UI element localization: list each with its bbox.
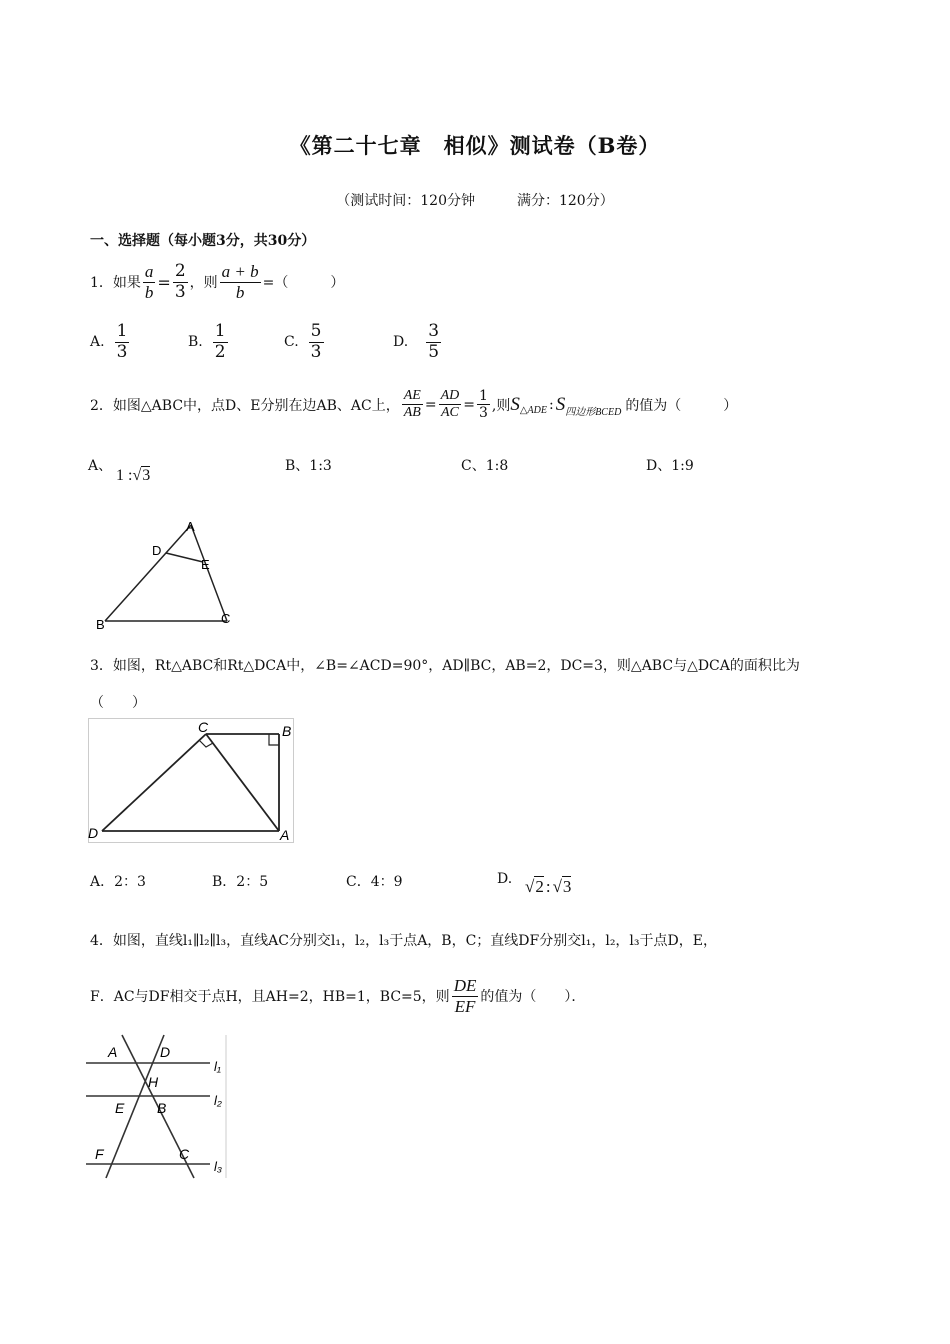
q1-option-d: D. $\frac{3}{5}$ <box>393 321 440 362</box>
vertex-label-a: A <box>186 519 195 534</box>
q2-fraction-ad-ac: $\frac{AD}{AC}$ <box>440 388 460 421</box>
vertex-label-b: B <box>96 617 105 632</box>
subscript-bced: 四边形BCED <box>565 407 622 419</box>
q3-option-a: A．2：3 <box>90 874 146 890</box>
q2-mid: ,则 <box>491 397 511 414</box>
triangle-abc-figure <box>90 515 250 635</box>
q3-option-c: C．4：9 <box>346 874 403 890</box>
q4-fraction-de-ef: $\frac{DE}{EF}$ <box>453 976 477 1016</box>
equals-sign: = <box>463 396 475 413</box>
vertex-label-c: C <box>198 719 209 735</box>
q1-option-c: C. $\frac{5}{3}$ <box>284 321 322 362</box>
q1-fraction-a-b: $\frac{a}{b}$ <box>144 262 154 302</box>
q4-text-line-1: 4．如图，直线l₁∥l₂∥l₃，直线AC分别交l₁，l₂，l₃于点A，B，C；直线DF分别交l₁，l₂，l₃于点D，E， <box>90 933 717 949</box>
q3-text-line-1: 3．如图，Rt△ABC和Rt△DCA中，∠B=∠ACD=90°，AD∥BC，AB=2，DC=3，则△ABC与△DCA的面积比为 <box>90 658 800 674</box>
point-label-a: A <box>108 1044 118 1060</box>
q4-text-line-2: F．AC与DF相交于点H，且AH=2，HB=1，BC=5，则 $\frac{DE}{EF}$ 的值为（ ）． <box>90 976 586 1016</box>
subscript-ade: △ADE <box>519 405 547 417</box>
q2-option-c: C、1:8 <box>461 458 509 474</box>
parallel-lines-figure <box>86 1035 236 1180</box>
area-symbol: S <box>510 393 520 415</box>
question-1 <box>90 262 344 302</box>
ratio-colon: : <box>548 396 554 413</box>
line-label-l2: l₂ <box>214 1093 222 1108</box>
q2-fraction-1-3: $\frac{1}{3}$ <box>478 388 488 422</box>
right-triangles-figure <box>88 718 298 844</box>
vertex-label-b: B <box>282 723 292 739</box>
q1-answer-blank: =（ ） <box>262 275 345 292</box>
equals-sign: = <box>157 272 171 292</box>
line-label-l1: l₁ <box>214 1059 221 1074</box>
q2-option-d: D、1:9 <box>646 458 694 474</box>
q1-fraction-2-3: $\frac{2}{3}$ <box>174 261 186 302</box>
q1-option-b: B. $\frac{1}{2}$ <box>188 321 226 362</box>
q2-option-a: A、 1 :√3 <box>88 458 151 484</box>
q2-prefix: 2．如图△ABC中，点D、E分别在边AB、AC上， <box>90 397 400 414</box>
q1-mid: ，则 <box>189 275 218 292</box>
q2-answer-blank: 的值为（ ） <box>625 397 738 414</box>
vertex-label-d: D <box>88 825 99 841</box>
page-title: 《第二十七章 相似》测试卷（B卷） <box>289 133 661 158</box>
q3-option-d: D. √2 : √3 <box>497 871 572 896</box>
q1-prefix: 1．如果 <box>90 275 141 292</box>
point-label-f: F <box>95 1146 104 1162</box>
vertex-label-e: E <box>201 557 210 572</box>
point-label-b: B <box>157 1100 167 1116</box>
question-2 <box>90 388 737 421</box>
area-symbol: S <box>555 393 566 415</box>
point-label-h: H <box>148 1074 159 1090</box>
test-info: （测试时间：120分钟 满分：120分） <box>336 193 614 209</box>
section-heading: 一、选择题（每小题3分，共30分） <box>90 233 316 249</box>
equals-sign: = <box>424 396 437 413</box>
point-label-d: D <box>160 1044 171 1060</box>
q1-fraction-apb-b: $\frac{a + b}{b}$ <box>221 262 259 302</box>
q2-option-b: B、1:3 <box>285 458 332 474</box>
q1-option-a: A. $\frac{1}{3}$ <box>90 321 128 362</box>
q3-answer-blank: （ ） <box>90 695 146 711</box>
q3-option-b: B．2：5 <box>212 874 269 890</box>
vertex-label-d: D <box>152 543 162 558</box>
point-label-c: C <box>179 1146 190 1162</box>
vertex-label-c: C <box>221 611 231 626</box>
vertex-label-a: A <box>280 827 290 843</box>
line-label-l3: l₃ <box>214 1159 223 1174</box>
point-label-e: E <box>115 1100 125 1116</box>
q2-fraction-ae-ab: $\frac{AE}{AB}$ <box>403 388 421 421</box>
